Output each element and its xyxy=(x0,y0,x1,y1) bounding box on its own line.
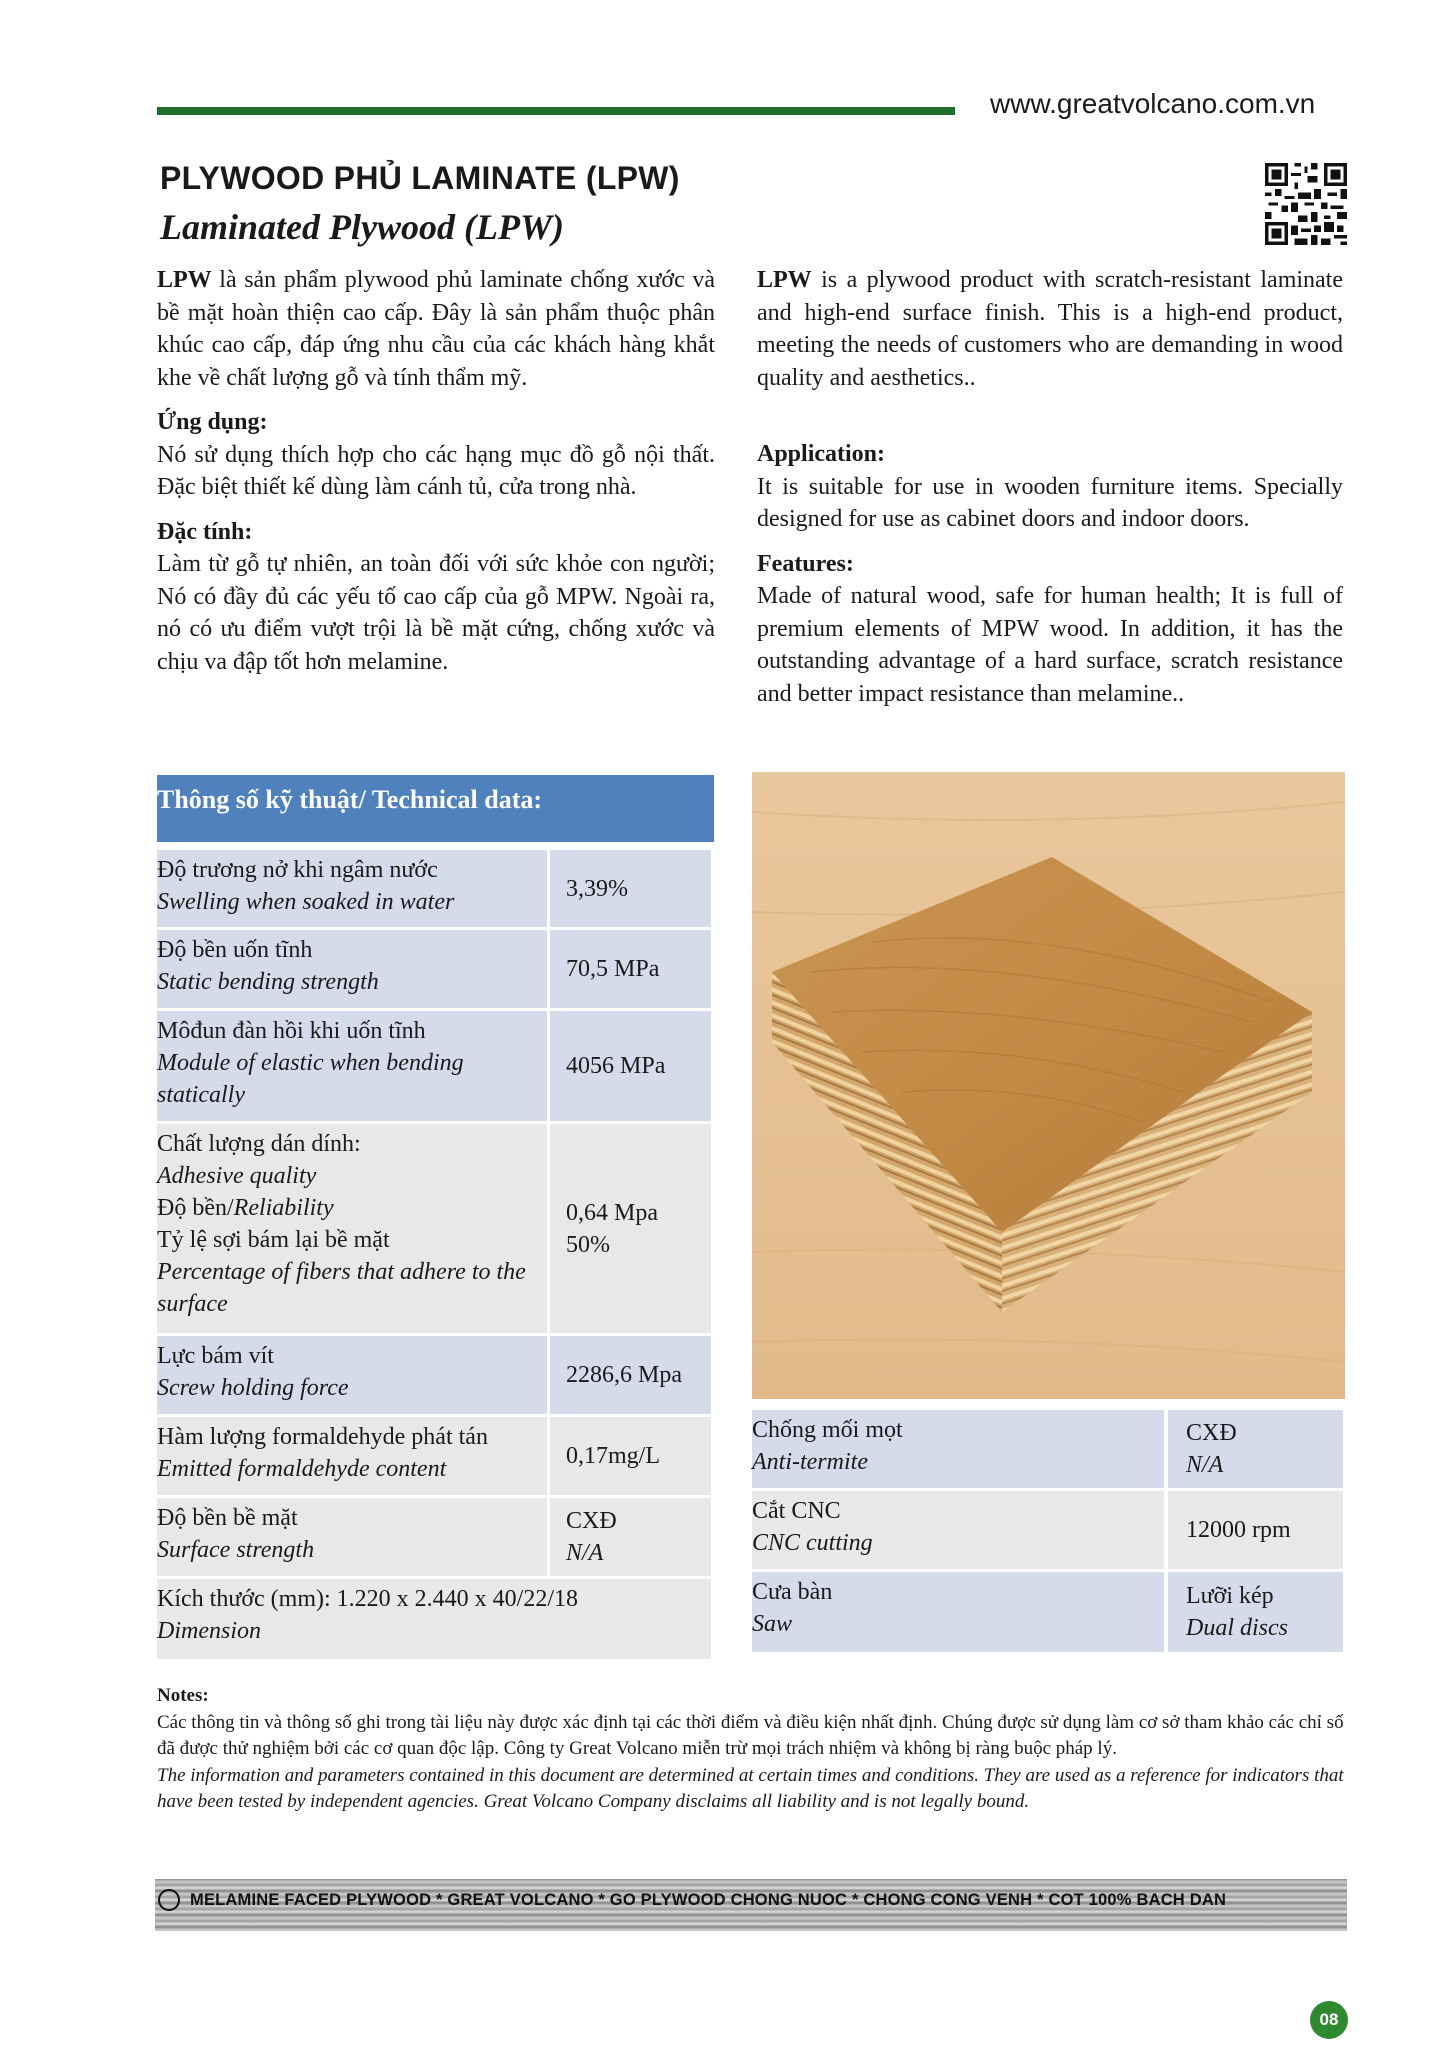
table-row: Độ bền bề mặt Surface strength CXĐ N/A xyxy=(157,1498,714,1576)
table-row: Hàm lượng formaldehyde phát tán Emitted formaldehyde content 0,17mg/L xyxy=(157,1417,714,1495)
table-row: Môđun đàn hồi khi uốn tĩnh Module of elastic when bending statically 4056 MPa xyxy=(157,1011,714,1121)
technical-data-header: Thông số kỹ thuật/ Technical data: xyxy=(157,775,714,842)
application-text-en: It is suitable for use in wooden furniture items. Specially designed for use as cabinet doors and indoor doors. xyxy=(757,473,1343,532)
features-heading-vi: Đặc tính: xyxy=(157,518,253,545)
column-english xyxy=(757,264,1343,710)
value-formaldehyde: 0,17mg/L xyxy=(566,1443,660,1469)
table-row: Độ bền uốn tĩnh Static bending strength 70,5 MPa xyxy=(157,930,714,1008)
table-row: Chống mối mọt Anti-termite CXĐ N/A xyxy=(752,1410,1345,1488)
features-text-en: Made of natural wood, safe for human health; It is full of premium elements of MPW wood. In addition, it has the outstanding advantage of a hard surface, scratch resistance and better impact resistance than melamine.. xyxy=(757,583,1343,707)
page-title-en: Laminated Plywood (LPW) xyxy=(160,207,564,247)
website-url[interactable]: www.greatvolcano.com.vn xyxy=(990,88,1316,119)
page-title-vi: PLYWOOD PHỦ LAMINATE (LPW) xyxy=(160,160,680,196)
qr-code-icon[interactable] xyxy=(1265,163,1347,245)
value-screw-holding: 2286,6 Mpa xyxy=(566,1362,682,1388)
table-row xyxy=(157,1579,714,1659)
features-text-vi: Làm từ gỗ tự nhiên, an toàn đối với sức khỏe con người; Nó có đầy đủ các yếu tố cao cấp của gỗ MPW. Ngoài ra, nó có ưu điểm vượt trội là bề mặt cứng, chống xước và chịu va đập tốt hơn melamine. xyxy=(157,551,715,675)
intro-en: LPW is a plywood product with scratch-resistant laminate and high-end surface finish. This is a high-end product, meeting the needs of customers who are demanding in wood quality and aesthetics.. xyxy=(757,267,1343,391)
notes-title: Notes: xyxy=(157,1685,209,1706)
value-anti-termite: CXĐ xyxy=(1186,1420,1237,1446)
value-surface-strength: CXĐ xyxy=(566,1508,617,1534)
table-row: Lực bám vít Screw holding force 2286,6 Mpa xyxy=(157,1336,714,1414)
application-heading-en: Application: xyxy=(757,441,886,467)
intro-vi: LPW là sản phẩm plywood phủ laminate chống xước và bề mặt hoàn thiện cao cấp. Đây là sản phẩm thuộc phân khúc cao cấp, đáp ứng nhu cầu của các khách hàng khắt khe về chất lượng gỗ và tính thẩm mỹ. xyxy=(157,267,715,391)
notes-en: The information and parameters contained in this document are determined at certain times and conditions. They are used as a reference for indicators that have been tested by independent agencies. Great Volcano Company disclaims all liability and is not legally bound. xyxy=(157,1764,1344,1812)
notes-vi: Các thông tin và thông số ghi trong tài liệu này được xác định tại các thời điểm và điều kiện nhất định. Chúng được sử dụng làm cơ sở tham khảo các chỉ số đã được thử nghiệm bởi các cơ quan độc lập. Công ty Great Volcano miễn trừ mọi trách nhiệm và không bị ràng buộc pháp lý. xyxy=(157,1711,1344,1759)
value-cnc-cutting: 12000 rpm xyxy=(1186,1517,1291,1543)
dimension-en: Dimension xyxy=(157,1618,261,1644)
table-row: Cắt CNC CNC cutting 12000 rpm xyxy=(752,1491,1345,1569)
page-number-badge: 08 xyxy=(1310,2001,1348,2039)
table-row: Độ trương nở khi ngâm nước Swelling when soaked in water 3,39% xyxy=(157,850,714,927)
table-row: Cưa bàn Saw Lưỡi kép Dual discs xyxy=(752,1572,1345,1652)
application-text-vi: Nó sử dụng thích hợp cho các hạng mục đồ gỗ nội thất. Đặc biệt thiết kế dùng làm cánh tủ, cửa trong nhà. xyxy=(157,441,715,500)
value-bending-strength: 70,5 MPa xyxy=(566,956,660,982)
value-fiber-percentage: 50% xyxy=(566,1231,610,1258)
value-swelling: 3,39% xyxy=(566,875,628,902)
footer-banner-text: MELAMINE FACED PLYWOOD * GREAT VOLCANO * GO PLYWOOD CHONG NUOC * CHONG CONG VENH * COT 100% BACH DAN xyxy=(190,1891,1227,1909)
application-heading-vi: Ứng dụng: xyxy=(157,409,268,435)
dimension-vi: Kích thước (mm): 1.220 x 2.440 x 40/22/18 xyxy=(157,1586,578,1612)
table-row: Chất lượng dán dính: Adhesive quality Độ bền/Reliability Tỷ lệ sợi bám lại bề mặt Percentage of fibers that adhere to the surface 0,64 Mpa 50% xyxy=(157,1124,714,1333)
product-photo xyxy=(752,772,1345,1399)
value-elastic-module: 4056 MPa xyxy=(566,1053,666,1079)
notes-section xyxy=(157,1683,1347,1816)
column-vietnamese xyxy=(157,264,715,678)
value-reliability: 0,64 Mpa xyxy=(566,1199,658,1226)
logo-icon xyxy=(158,1889,180,1911)
header-green-bar xyxy=(157,107,955,115)
features-heading-en: Features: xyxy=(757,550,854,577)
value-saw: Lưỡi kép xyxy=(1186,1583,1274,1609)
technical-data-table xyxy=(157,775,714,1662)
side-properties-table xyxy=(752,1410,1345,1655)
